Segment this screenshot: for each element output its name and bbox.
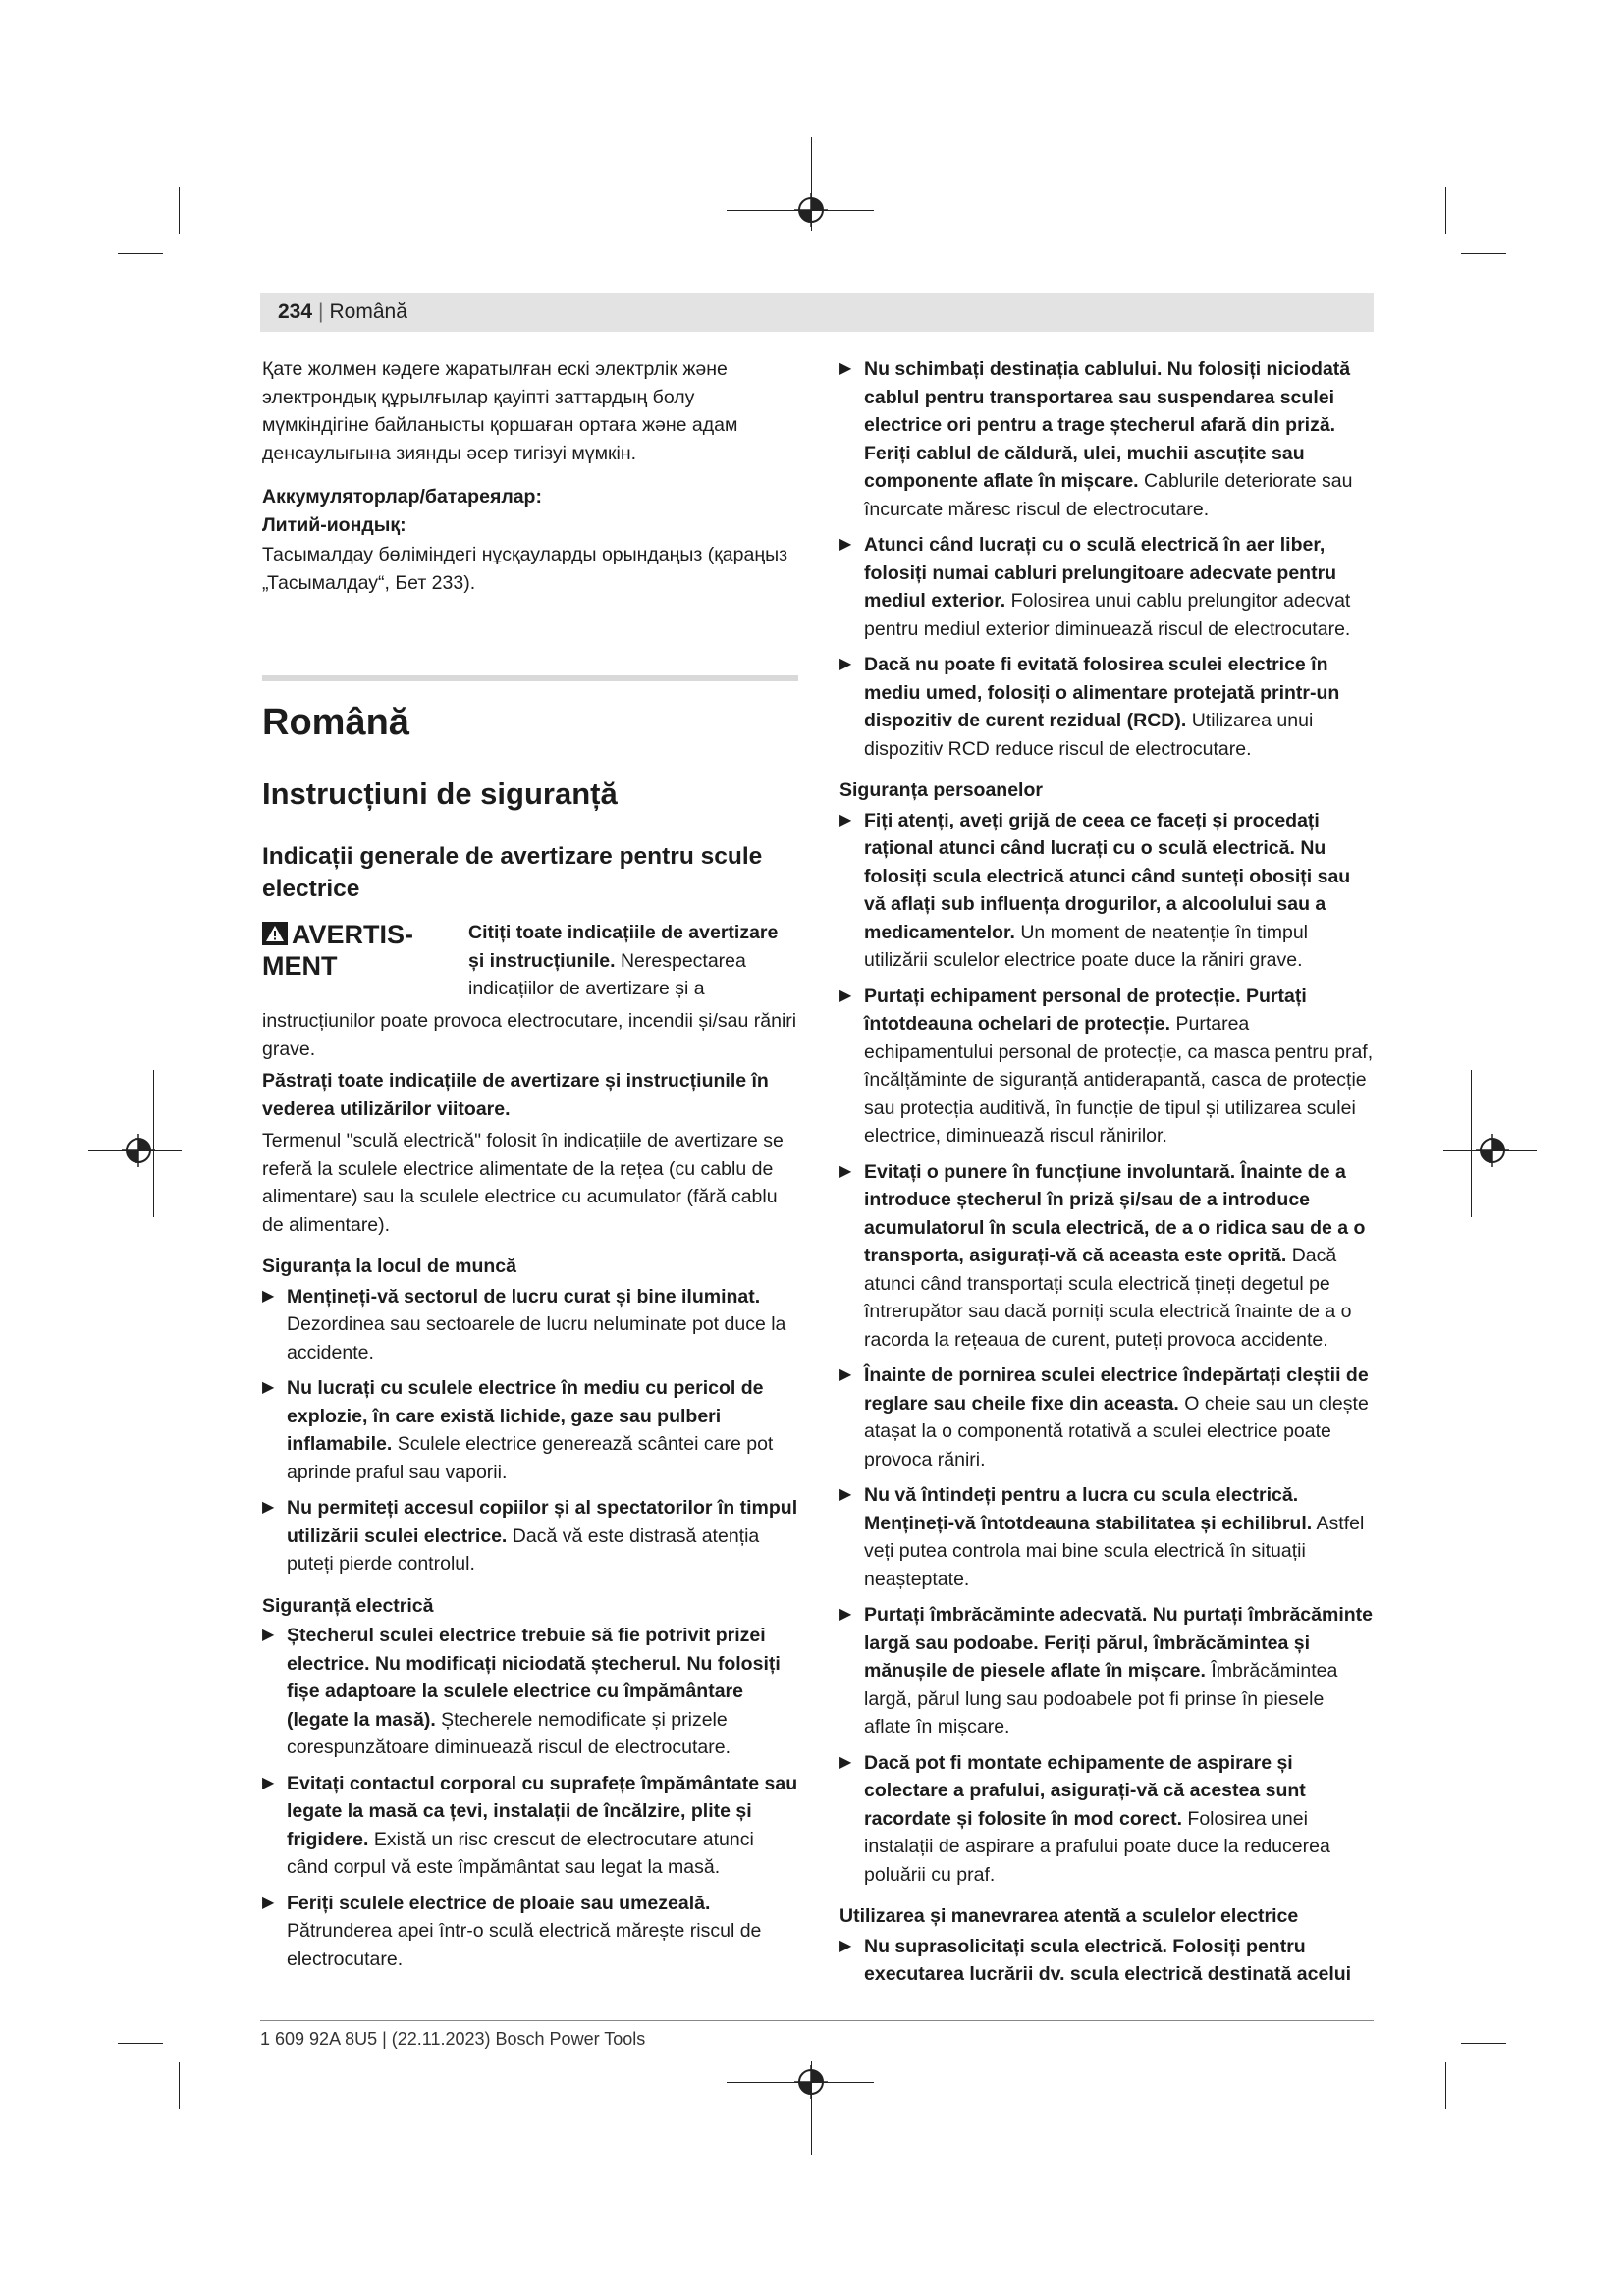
item-text: Folosirea unui cablu prelungitor adecvat pentru mediul exterior diminuează riscul de electrocutare. [864,590,1351,640]
item-bold: Purtați echipament personal de protecție. Purtați întotdeauna ochelari de protecție. [864,985,1307,1035]
bullet-arrow-icon: ▶ [839,1366,852,1383]
item-bold: Purtați îmbrăcăminte adecvată. Nu purtați îmbrăcăminte largă sau podoabe. Feriți părul, îmbrăcămintea și mănușile de piesele aflate în mișcare. [864,1604,1373,1682]
list-item [839,1749,1375,1890]
transport-paragraph: Тасымалдау бөліміндегі нұсқауларды орындаңыз (қараңыз „Тасымалдау“, Бет 233). [262,544,788,594]
workplace-list [262,1283,798,1578]
warning-label-line1: AVERTIS- [292,920,414,949]
left-column [262,355,798,1981]
item-text: Utilizarea unui dispozitiv RCD reduce riscul de electrocutare. [864,710,1314,760]
item-text: Astfel veți putea controla mai bine scula electrică în situații neașteptate. [864,1512,1365,1590]
warning-continuation: instrucțiunilor poate provoca electrocutare, incendii și/sau răniri grave. [262,1010,797,1060]
registration-line [1471,1070,1472,1217]
bullet-arrow-icon: ▶ [839,536,852,553]
crop-mark [118,2043,163,2044]
safety-title: Instrucțiuni de siguranță [262,776,618,811]
list-item [839,983,1375,1150]
crop-mark [179,187,180,234]
header-text [278,300,407,324]
intro-paragraph: Қате жолмен кәдеге жаратылған ескі электрлік және электрондық құрылғылар қауіпті заттардың болу мүмкіндігіне байланысты қоршаған ортаға және адам денсаулығына зиянды әсер тигізуі мүмкін. [262,358,738,464]
list-item [262,1283,798,1367]
list-item [839,1481,1375,1593]
bullet-arrow-icon: ▶ [839,987,852,1004]
crop-mark [1461,2043,1506,2044]
registration-target-icon [122,1134,155,1167]
list-item [262,1622,798,1762]
list-item [839,531,1375,643]
list-item [262,1770,798,1882]
bullet-arrow-icon: ▶ [839,1162,852,1180]
item-text: Purtarea echipamentului personal de protecție, ca masca pentru praf, încălțăminte de siguranță antiderapantă, casca de protecție sau protecția auditivă, în funcție de tipul și utilizarea sculei electrice, diminuează riscul rănirilor. [864,1013,1374,1147]
bullet-arrow-icon: ▶ [262,1774,275,1791]
item-text: Un moment de neatenție în timpul utilizării sculelor electrice poate duce la răniri grave. [864,921,1308,971]
page-footer: 1 609 92A 8U5 | (22.11.2023) Bosch Power Tools [260,2029,646,2049]
batteries-heading: Аккумуляторлар/батареялар: [262,486,542,507]
electrical-heading: Siguranță electrică [262,1594,434,1617]
item-bold: Fiți atenți, aveți grijă de ceea ce faceți și procedați rațional atunci când lucrați cu o sculă electrică. Nu folosiți scula electrică atunci când sunteți obosiți sau vă aflați sub influența drogurilor, a alcoolului sau a medicamentelor. [864,809,1351,943]
electrical-list [262,1622,798,1973]
warning-bold: Citiți toate indicațiile de avertizare și instrucțiunile. [468,922,779,972]
item-bold: Dacă nu poate fi evitată folosirea sculei electrice în mediu umed, folosiți o alimentare protejată printr-un dispozitiv de curent rezidual (RCD). [864,654,1340,731]
item-bold: Nu vă întindeți pentru a lucra cu scula electrică. Mențineți-vă întotdeauna stabilitatea și echilibrul. [864,1484,1313,1534]
bullet-arrow-icon: ▶ [262,1379,275,1396]
crop-mark [1461,253,1506,254]
list-item [839,651,1375,763]
item-bold: Ștecherul sculei electrice trebuie să fie potrivit prizei electrice. Nu modificați niciodată ștecherul. Nu folosiți fișe adaptoare la sculele electrice cu împământare (legate la masă). [287,1625,781,1731]
item-bold: Nu permiteți accesul copiilor și al spectatorilor în timpul utilizării sculei electrice. [287,1497,798,1547]
bullet-arrow-icon: ▶ [262,1499,275,1516]
lithium-heading: Литий-иондық: [262,513,406,536]
item-bold: Nu suprasolicitați scula electrică. Folosiți pentru executarea lucrării dv. scula electrică destinată acelui [864,1935,1352,1985]
warning-text: Nerespectarea indicațiilor de avertizare și a [468,949,746,999]
item-text: Ștecherele nemodificate și prizele corespunzătoare diminuează riscul de electrocutare. [287,1708,731,1758]
item-bold: Evitați o punere în funcțiune involuntară. Înainte de a introduce ștecherul în priză și/sau de a introduce acumulatorul în scula electrică, de a o ridica sau de a o transporta, asigurați-vă că aceasta este oprită. [864,1160,1366,1266]
list-item [262,1374,798,1486]
term-definition: Termenul "sculă electrică" folosit în indicațiile de avertizare se referă la sculele electrice alimentate de la rețea (cu cablu de alimentare) sau la sculele electrice cu acumulator (fără cablu de alimentare). [262,1130,784,1236]
warning-block [262,919,798,1007]
item-bold: Nu lucrați cu sculele electrice în mediu cu pericol de explozie, în care există lichide, gaze sau pulberi inflamabile. [287,1377,764,1455]
crop-mark [1445,187,1446,234]
workplace-heading: Siguranța la locul de muncă [262,1255,516,1277]
personal-list [839,807,1375,1890]
warning-label [262,919,459,982]
registration-target-icon [1476,1134,1509,1167]
crop-mark [1445,2062,1446,2109]
item-bold: Feriți sculele electrice de ploaie sau umezeală. [287,1892,711,1914]
crop-mark [118,253,163,254]
bullet-arrow-icon: ▶ [839,1753,852,1771]
registration-target-icon [794,2065,828,2099]
usage-heading: Utilizarea și manevrarea atentă a sculelor electrice [839,1905,1299,1927]
item-text: O cheie sau un clește atașat la o componentă rotativă a sculei electrice poate provoca răniri. [864,1392,1369,1470]
general-warnings-title: Indicații generale de avertizare pentru scule electrice [262,843,763,902]
item-text: Există un risc crescut de electrocutare atunci când corpul vă este împământat sau legat la masă. [287,1828,754,1878]
item-bold: Nu schimbați destinația cablului. Nu folosiți niciodată cablul pentru transportarea sau suspendarea sculei electrice ori pentru a trage ștecherul afară din priză. Feriți cablul de căldură, ulei, muchii ascuțite sau componente aflate în mișcare. [864,358,1351,492]
list-item [839,807,1375,975]
item-text: Dacă vă este distrasă atenția puteți pierde controlul. [287,1524,760,1575]
item-text: Îmbrăcămintea largă, părul lung sau podoabele pot fi prinse în piesele aflate în mișcare. [864,1660,1338,1737]
item-bold: Dacă pot fi montate echipamente de aspirare și colectare a prafului, asigurați-vă că acestea sunt racordate și folosite în mod corect. [864,1751,1306,1830]
personal-heading: Siguranța persoanelor [839,779,1043,801]
bullet-arrow-icon: ▶ [262,1287,275,1305]
list-item [262,1890,798,1974]
cable-list [839,355,1375,763]
item-bold: Înainte de pornirea sculei electrice îndepărtați cleștii de reglare sau cheile fixe din aceasta. [864,1364,1369,1415]
item-text: Dacă atunci când transportați scula electrică țineți degetul pe întrerupător sau dacă porniți scula electrică înainte de a o racorda la rețeaua de curent, puteți provoca accidente. [864,1245,1352,1351]
bullet-arrow-icon: ▶ [839,656,852,672]
crop-mark [179,2062,180,2109]
list-item [839,1362,1375,1473]
footer-divider [260,2020,1374,2021]
item-text: Sculele electrice generează scântei care pot aprinde praful sau vaporii. [287,1433,774,1483]
section-title: Română [262,702,409,743]
registration-target-icon [794,193,828,227]
item-bold: Mențineți-vă sectorul de lucru curat și bine iluminat. [287,1285,761,1308]
item-text: Dezordinea sau sectoarele de lucru neluminate pot duce la accidente. [287,1313,786,1363]
warning-triangle-icon [262,922,288,945]
bullet-arrow-icon: ▶ [839,360,852,377]
right-column [839,355,1375,1997]
item-bold: Evitați contactul corporal cu suprafețe împământate sau legate la masă ca țevi, instalații de încălzire, plite și frigidere. [287,1772,798,1850]
page-number: 234 [278,300,313,323]
list-item [839,1601,1375,1741]
bullet-arrow-icon: ▶ [839,811,852,828]
bullet-arrow-icon: ▶ [262,1627,275,1643]
item-bold: Atunci când lucrați cu o sculă electrică în aer liber, folosiți numai cabluri prelungitoare adecvate pentru mediul exterior. [864,534,1337,612]
list-item [839,355,1375,523]
list-item [262,1494,798,1578]
item-text: Pătrunderea apei într-o sculă electrică mărește riscul de electrocutare. [287,1920,762,1970]
page-header [260,293,1374,332]
section-divider [262,675,798,681]
bullet-arrow-icon: ▶ [262,1894,275,1911]
list-item [839,1158,1375,1355]
list-item [839,1933,1375,1989]
bullet-arrow-icon: ▶ [839,1937,852,1954]
item-text: Folosirea unei instalații de aspirare a prafului poate duce la reducerea poluării cu praf. [864,1807,1330,1886]
keep-instructions: Păstrați toate indicațiile de avertizare și instrucțiunile în vederea utilizărilor viitoare. [262,1070,769,1120]
bullet-arrow-icon: ▶ [839,1606,852,1623]
header-language: Română [329,300,407,323]
item-text: Cablurile deteriorate sau încurcate măresc riscul de electrocutare. [864,470,1353,520]
warning-label-line2: MENT [262,951,338,981]
header-separator: | [318,300,324,323]
bullet-arrow-icon: ▶ [839,1486,852,1503]
usage-list [839,1933,1375,1989]
